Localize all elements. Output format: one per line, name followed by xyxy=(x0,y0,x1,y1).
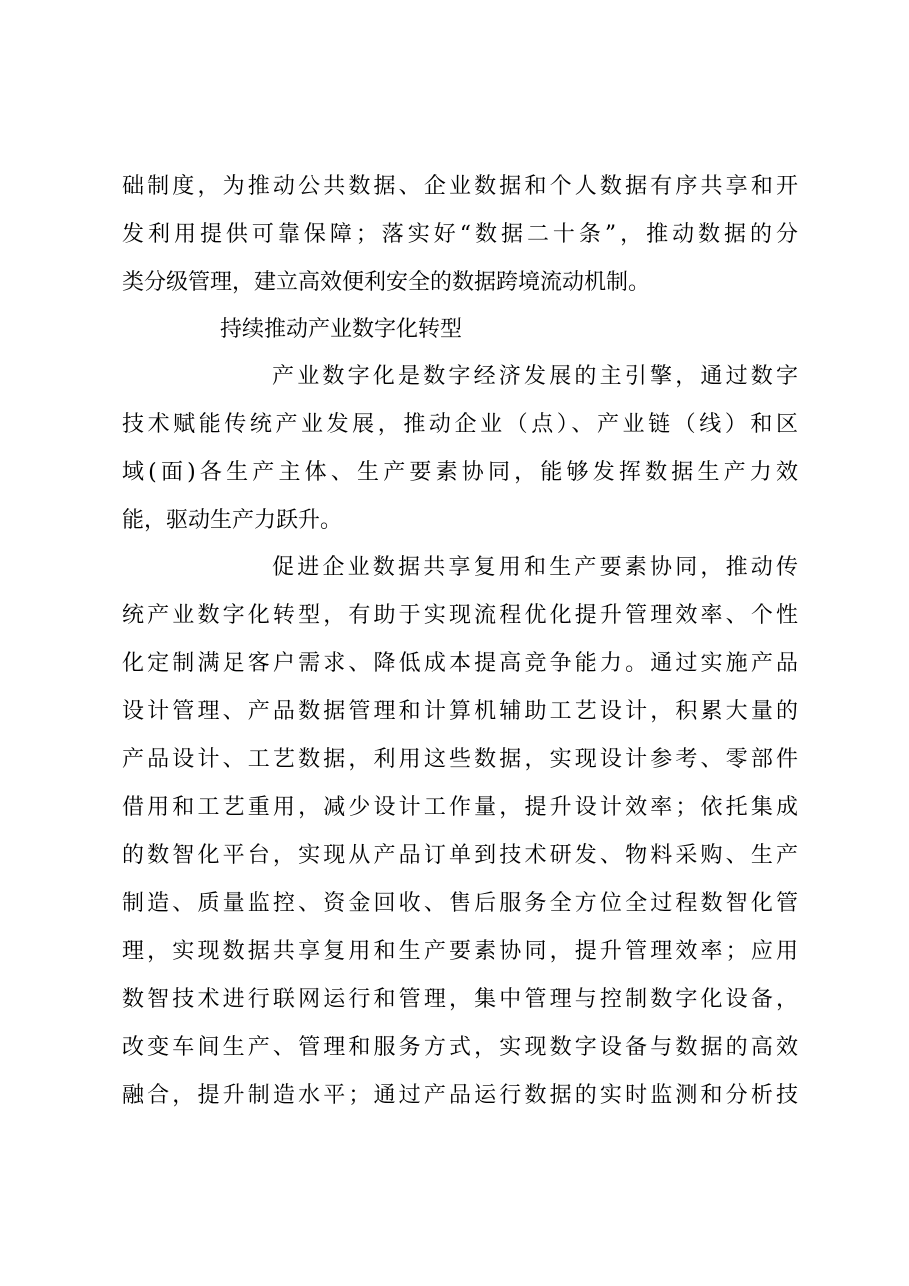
paragraph-line: 制造、质量监控、资金回收、售后服务全方位全过程数智化管 xyxy=(122,891,798,916)
paragraph-line: 类分级管理，建立高效便利安全的数据跨境流动机制。 xyxy=(122,270,651,295)
paragraph-line: 域(面)各生产主体、生产要素协同，能够发挥数据生产力效 xyxy=(122,460,798,485)
paragraph-line: 础制度，为推动公共数据、企业数据和个人数据有序共享和开 xyxy=(122,174,798,199)
section-heading: 持续推动产业数字化转型 xyxy=(220,317,463,342)
paragraph-line: 促进企业数据共享复用和生产要素协同，推动传 xyxy=(272,555,798,580)
paragraph-line: 化定制满足客户需求、降低成本提高竞争能力。通过实施产品 xyxy=(122,651,798,676)
paragraph-line: 的数智化平台，实现从产品订单到技术研发、物料采购、生产 xyxy=(122,843,798,868)
paragraph-line: 理，实现数据共享复用和生产要素协同，提升管理效率；应用 xyxy=(122,939,798,964)
paragraph-line: 产品设计、工艺数据，利用这些数据，实现设计参考、零部件 xyxy=(122,747,798,772)
paragraph-line: 融合，提升制造水平；通过产品运行数据的实时监测和分析技 xyxy=(122,1083,798,1108)
paragraph-line: 数智技术进行联网运行和管理，集中管理与控制数字化设备， xyxy=(122,987,798,1012)
paragraph-line: 借用和工艺重用，减少设计工作量，提升设计效率；依托集成 xyxy=(122,795,798,820)
paragraph-line: 技术赋能传统产业发展，推动企业（点）、产业链（线）和区 xyxy=(122,412,798,437)
paragraph-line: 能，驱动生产力跃升。 xyxy=(122,508,343,533)
paragraph-line: 设计管理、产品数据管理和计算机辅助工艺设计，积累大量的 xyxy=(122,699,798,724)
paragraph-line: 统产业数字化转型，有助于实现流程优化提升管理效率、个性 xyxy=(122,603,798,628)
paragraph-line: 改变车间生产、管理和服务方式，实现数字设备与数据的高效 xyxy=(122,1035,798,1060)
paragraph-line: 发利用提供可靠保障；落实好“数据二十条”，推动数据的分 xyxy=(122,222,798,247)
paragraph-line: 产业数字化是数字经济发展的主引擎，通过数字 xyxy=(272,364,798,389)
